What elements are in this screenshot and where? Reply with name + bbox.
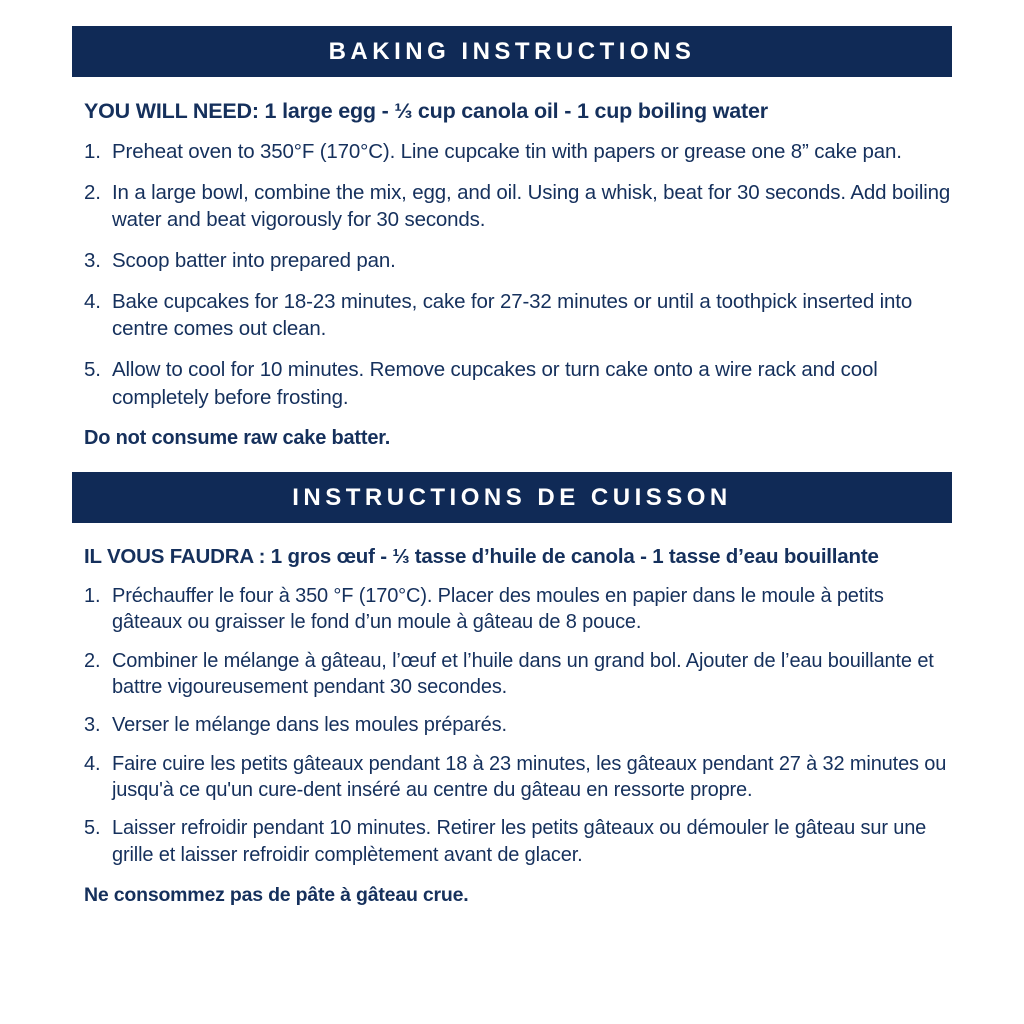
list-item xyxy=(72,751,952,804)
list-item xyxy=(72,583,952,636)
step-text: Preheat oven to 350°F (170°C). Line cupcake tin with papers or grease one 8” cake pan. xyxy=(112,140,902,164)
french-ingredients-label: IL VOUS FAUDRA : xyxy=(84,544,266,568)
step-number: 2. xyxy=(84,649,101,672)
list-item xyxy=(72,179,952,233)
step-text: Scoop batter into prepared pan. xyxy=(112,249,396,273)
french-steps-list xyxy=(72,583,952,869)
step-text: In a large bowl, combine the mix, egg, and oil. Using a whisk, beat for 30 seconds. Add boiling water and beat vigorously for 30 seconds. xyxy=(112,181,951,232)
step-text: Combiner le mélange à gâteau, l’œuf et l’huile dans un grand bol. Ajouter de l’eau bouillante et battre vigoureusement pendant 30 secondes. xyxy=(112,649,934,698)
step-text: Bake cupcakes for 18-23 minutes, cake for 27-32 minutes or until a toothpick inserted into centre comes out clean. xyxy=(112,290,913,341)
french-banner-title: INSTRUCTIONS DE CUISSON xyxy=(72,472,952,523)
french-warning-note: Ne consommez pas de pâte à gâteau crue. xyxy=(84,884,469,907)
list-item xyxy=(72,815,952,868)
list-item xyxy=(72,648,952,701)
list-item xyxy=(72,288,952,342)
list-item xyxy=(72,138,952,165)
english-warning-note: Do not consume raw cake batter. xyxy=(84,426,391,449)
step-number: 3. xyxy=(84,249,101,273)
french-ingredients-line xyxy=(84,545,952,569)
step-text: Verser le mélange dans les moules préparés. xyxy=(112,714,507,737)
english-banner-title: BAKING INSTRUCTIONS xyxy=(72,26,952,77)
section-divider-space xyxy=(72,450,952,472)
step-number: 1. xyxy=(84,584,101,607)
step-number: 5. xyxy=(84,358,101,382)
step-number: 2. xyxy=(84,181,101,205)
french-ingredients-text: 1 gros œuf - ⅓ tasse d’huile de canola - 1 tasse d’eau bouillante xyxy=(265,544,879,568)
step-text: Allow to cool for 10 minutes. Remove cupcakes or turn cake onto a wire rack and cool completely before frosting. xyxy=(112,358,878,409)
step-number: 3. xyxy=(84,714,101,737)
step-number: 4. xyxy=(84,752,101,775)
list-item xyxy=(72,356,952,410)
english-steps-list xyxy=(72,138,952,410)
english-ingredients-label: YOU WILL NEED: xyxy=(84,99,259,124)
step-number: 5. xyxy=(84,817,101,840)
english-ingredients-text: 1 large egg - ⅓ cup canola oil - 1 cup boiling water xyxy=(258,99,768,124)
list-item xyxy=(72,247,952,274)
english-ingredients-line xyxy=(84,99,952,124)
step-number: 4. xyxy=(84,290,101,314)
french-section xyxy=(72,472,952,908)
list-item xyxy=(72,712,952,738)
english-section xyxy=(72,26,952,450)
step-text: Faire cuire les petits gâteaux pendant 18 à 23 minutes, les gâteaux pendant 27 à 32 minutes ou jusqu'à ce qu'un cure-dent inséré au centre du gâteau en ressorte propre. xyxy=(112,752,947,802)
step-text: Laisser refroidir pendant 10 minutes. Retirer les petits gâteaux ou démouler le gâteau sur une grille et laisser refroidir complètement avant de glacer. xyxy=(112,817,927,866)
step-text: Préchauffer le four à 350 °F (170°C). Placer des moules en papier dans le moule à petits gâteaux ou graisser le fond d’un moule à gâteau de 8 pouce. xyxy=(112,584,884,634)
step-number: 1. xyxy=(84,140,101,164)
